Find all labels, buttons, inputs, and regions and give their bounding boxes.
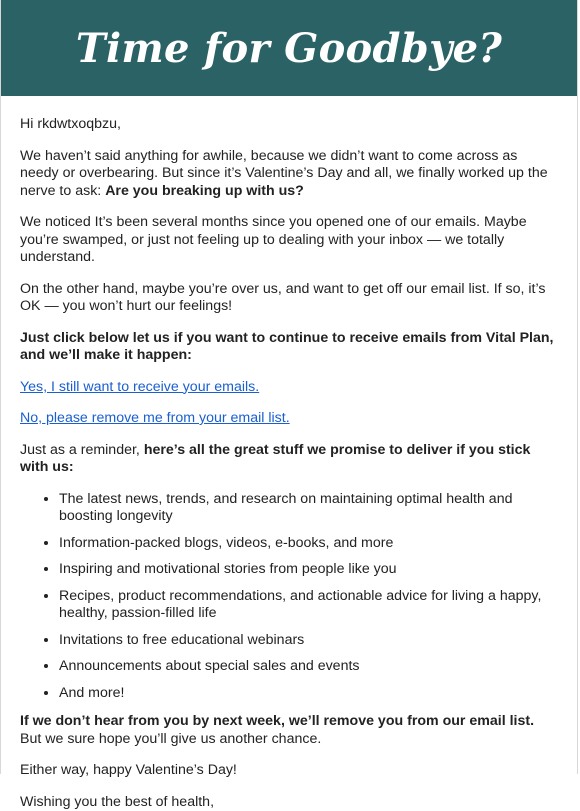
list-item: • Announcements about special sales and events xyxy=(59,658,558,676)
cta-instruction-text: Just click below let us if you want to continue to receive emails from Vital Plan, and we’ll make it happen: xyxy=(20,330,554,364)
keep-subscription-link[interactable]: Yes, I still want to receive your emails. xyxy=(20,379,259,395)
list-item: • And more! xyxy=(59,685,558,703)
warning-bold: If we don’t hear from you by next week, we’ll remove you from our email list. xyxy=(20,713,534,729)
email-title: Time for Goodbye? xyxy=(76,25,502,72)
either-way-paragraph: Either way, happy Valentine’s Day! xyxy=(20,762,558,780)
benefits-list xyxy=(20,491,558,703)
intro-paragraph xyxy=(20,148,558,201)
list-item: • Recipes, product recommendations, and actionable advice for living a happy, healthy, passion-filled life xyxy=(59,588,558,623)
other-hand-paragraph: On the other hand, maybe you’re over us, and want to get off our email list. If so, it’s OK — you won’t hurt our feelings! xyxy=(20,281,558,316)
list-item: • Invitations to free educational webinars xyxy=(59,632,558,650)
noticed-paragraph: We noticed It’s been several months since you opened one of our emails. Maybe you’re swamped, or just not feeling up to dealing with your inbox — we totally understand. xyxy=(20,214,558,267)
list-item: • Inspiring and motivational stories from people like you xyxy=(59,561,558,579)
intro-question: Are you breaking up with us? xyxy=(105,183,304,199)
list-item: • Information-packed blogs, videos, e-books, and more xyxy=(59,535,558,553)
reminder-bold: here’s all the great stuff we promise to deliver if you stick with us: xyxy=(20,442,530,476)
warning-paragraph xyxy=(20,713,558,748)
email-body xyxy=(1,96,577,811)
greeting: Hi rkdwtxoqbzu, xyxy=(20,116,558,134)
warning-rest: But we sure hope you’ll give us another chance. xyxy=(20,731,321,747)
unsubscribe-link[interactable]: No, please remove me from your email list. xyxy=(20,410,290,426)
link-yes-paragraph xyxy=(20,379,558,397)
email-header-banner xyxy=(1,0,577,96)
list-item: • The latest news, trends, and research on maintaining optimal health and boosting longevity xyxy=(59,491,558,526)
intro-text: We haven’t said anything for awhile, because we didn’t want to come across as needy or overbearing. But since it’s Valentine’s Day and all, we finally worked up the nerve to ask: xyxy=(20,148,548,199)
reminder-paragraph xyxy=(20,442,558,477)
reminder-prefix: Just as a reminder, xyxy=(20,442,144,458)
cta-instruction xyxy=(20,330,558,365)
link-no-paragraph xyxy=(20,410,558,428)
signoff: Wishing you the best of health, xyxy=(20,794,558,811)
